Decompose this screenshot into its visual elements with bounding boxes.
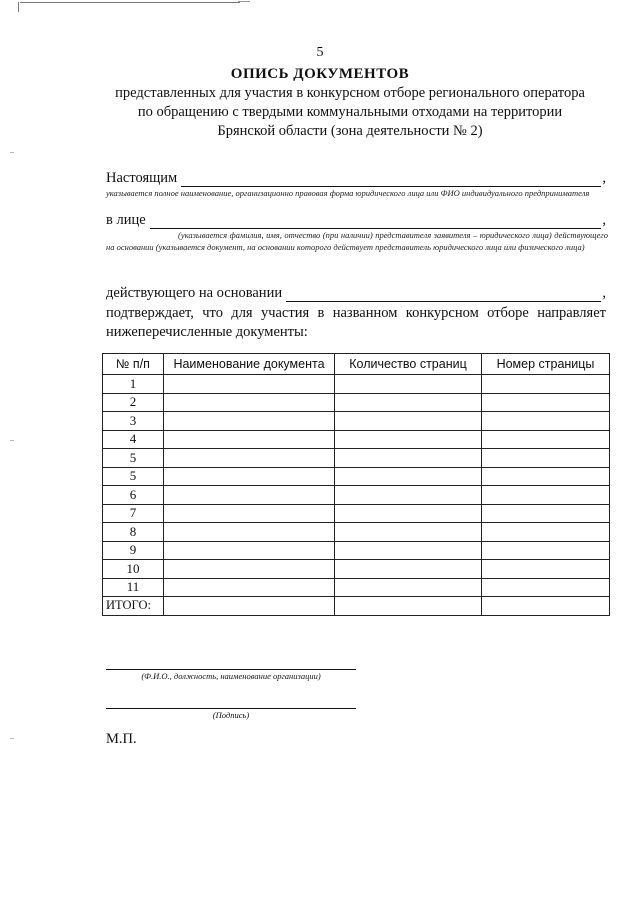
header-number: № п/п [103,354,164,375]
representative-label: в лице [106,212,146,228]
cell-page-count[interactable] [335,504,482,523]
table-row [103,412,610,431]
scan-artifact-dash [238,1,250,2]
cell-page-number[interactable] [482,486,610,505]
basis-label: действующего на основании [106,285,283,301]
row-number: 1 [103,375,164,394]
applicant-label: Настоящим [106,170,178,186]
cell-document-name[interactable] [164,486,335,505]
confirm-text: подтверждает, что для участия в названном конкурсном отборе направляет нижеперечисленные документы: [106,305,606,340]
cell-page-number[interactable] [482,504,610,523]
scan-artifact-tick [18,2,19,12]
cell-page-number[interactable] [482,375,610,394]
cell-page-count[interactable] [335,375,482,394]
cell-document-name[interactable] [164,393,335,412]
applicant-row [106,170,606,187]
cell-document-name[interactable] [164,504,335,523]
cell-page-count[interactable] [335,523,482,542]
cell-document-name[interactable] [164,523,335,542]
name-signature-line[interactable] [106,669,356,670]
comma: , [602,170,606,186]
row-number: 8 [103,523,164,542]
cell-page-number[interactable] [482,541,610,560]
row-number: 7 [103,504,164,523]
table-row [103,578,610,597]
cell-document-name[interactable] [164,467,335,486]
cell-page-number[interactable] [482,393,610,412]
table-row [103,449,610,468]
cell-page-number[interactable] [482,412,610,431]
total-label: ИТОГО: [103,597,164,616]
cell-page-number[interactable] [482,449,610,468]
cell-total-page-number[interactable] [482,597,610,616]
cell-page-number[interactable] [482,560,610,579]
subtitle-line: Брянской области (зона деятельности № 2) [217,123,483,139]
cell-page-count[interactable] [335,560,482,579]
row-number: 9 [103,541,164,560]
cell-page-count[interactable] [335,412,482,431]
row-number: 11 [103,578,164,597]
applicant-name-field[interactable] [181,172,601,187]
row-number: 6 [103,486,164,505]
row-number: 5 [103,449,164,468]
margin-mark [10,440,14,441]
header-page-number: Номер страницы [482,354,610,375]
cell-document-name[interactable] [164,449,335,468]
cell-total-pages[interactable] [335,597,482,616]
cell-document-name[interactable] [164,560,335,579]
signature-line[interactable] [106,708,356,709]
cell-page-count[interactable] [335,467,482,486]
cell-document-name[interactable] [164,375,335,394]
scan-artifact-line [20,2,240,3]
header-document-name: Наименование документа [164,354,335,375]
table-header-row [103,354,610,375]
subtitle-line: представленных для участия в конкурсном отборе регионального оператора [115,85,585,101]
cell-document-name[interactable] [164,541,335,560]
margin-mark [10,738,14,739]
basis-field[interactable] [286,287,601,302]
cell-document-name[interactable] [164,412,335,431]
cell-page-number[interactable] [482,523,610,542]
cell-page-number[interactable] [482,578,610,597]
table-row [103,486,610,505]
table-row [103,504,610,523]
cell-page-count[interactable] [335,486,482,505]
table-row [103,560,610,579]
documents-table [102,353,610,616]
comma: , [602,285,606,301]
cell-page-count[interactable] [335,430,482,449]
cell-total-name[interactable] [164,597,335,616]
subtitle-line: по обращению с твердыми коммунальными отходами на территории [137,104,563,120]
document-title: ОПИСЬ ДОКУМЕНТОВ [230,66,410,82]
row-number: 5 [103,467,164,486]
row-number: 3 [103,412,164,431]
table-row [103,467,610,486]
signature-caption: (Подпись) [212,710,250,720]
table-row [103,393,610,412]
header-page-count: Количество страниц [335,354,482,375]
representative-row [106,212,606,229]
cell-page-count[interactable] [335,449,482,468]
cell-page-count[interactable] [335,578,482,597]
cell-document-name[interactable] [164,430,335,449]
table-row [103,523,610,542]
margin-mark [10,152,14,153]
cell-page-number[interactable] [482,430,610,449]
cell-page-number[interactable] [482,467,610,486]
row-number: 2 [103,393,164,412]
name-caption: (Ф.И.О., должность, наименование организации) [141,671,321,681]
page-number: 5 [316,45,324,60]
table-row [103,430,610,449]
comma: , [602,212,606,228]
applicant-hint: указывается полное наименование, организационно правовая форма юридического лица или ФИО индивидуального предпринимателя [106,188,590,198]
table-row [103,375,610,394]
table-total-row [103,597,610,616]
representative-name-field[interactable] [150,214,602,229]
cell-page-count[interactable] [335,541,482,560]
stamp-placeholder: М.П. [106,731,137,747]
cell-page-count[interactable] [335,393,482,412]
row-number: 10 [103,560,164,579]
row-number: 4 [103,430,164,449]
cell-document-name[interactable] [164,578,335,597]
representative-hint: (указывается фамилия, имя, отчество (при наличии) представителя заявителя – юридического лица) действующего на основании (указывается документ, на основании которого действует представитель юридического лица или физического лица) [106,230,608,252]
document-subtitle [90,84,610,141]
basis-row [106,285,606,302]
table-row [103,541,610,560]
